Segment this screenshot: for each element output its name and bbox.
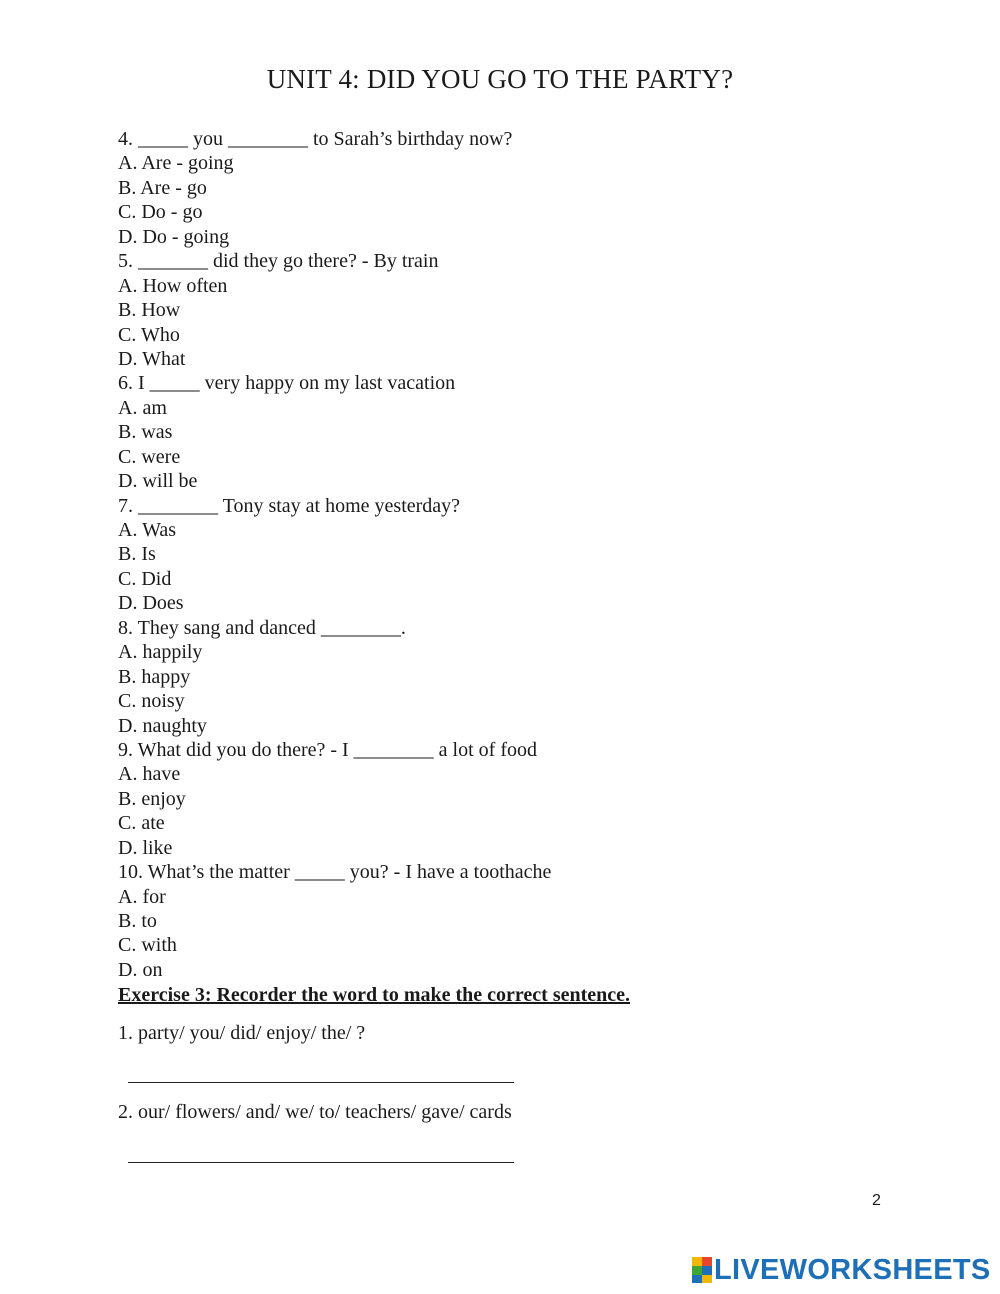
option[interactable]: D. Do - going: [118, 225, 230, 248]
reorder-task: 2. our/ flowers/ and/ we/ to/ teachers/ gave/ cards: [118, 1101, 512, 1123]
question-text: 8. They sang and danced ________.: [118, 616, 406, 639]
question-text: 5. _______ did they go there? - By train: [118, 250, 439, 273]
question-text: 7. ________ Tony stay at home yesterday?: [118, 494, 461, 517]
option[interactable]: B. was: [118, 421, 173, 444]
option[interactable]: D. will be: [118, 470, 198, 493]
option[interactable]: C. Do - go: [118, 201, 203, 224]
question-text: 10. What’s the matter _____ you? - I have a toothache: [118, 861, 552, 884]
option[interactable]: A. Was: [118, 519, 177, 541]
option[interactable]: C. noisy: [118, 690, 185, 713]
answer-line[interactable]: [128, 1162, 514, 1163]
option[interactable]: C. Who: [118, 323, 180, 346]
question-block: [118, 616, 878, 738]
option[interactable]: B. Is: [118, 543, 156, 566]
option[interactable]: A. am: [118, 396, 167, 419]
question-list: [118, 127, 878, 982]
option[interactable]: B. to: [118, 910, 157, 932]
question-text: 6. I _____ very happy on my last vacation: [118, 372, 456, 395]
option[interactable]: A. Are - going: [118, 152, 234, 175]
reorder-task: 1. party/ you/ did/ enjoy/ the/ ?: [118, 1022, 366, 1044]
liveworksheets-logo: [692, 1256, 991, 1284]
option[interactable]: B. happy: [118, 665, 191, 688]
question-block: [118, 249, 878, 371]
option[interactable]: D. like: [118, 836, 173, 859]
option[interactable]: C. with: [118, 934, 177, 957]
page-title: UNIT 4: DID YOU GO TO THE PARTY?: [266, 64, 734, 94]
question-block: [118, 371, 878, 493]
question-text: 4. _____ you ________ to Sarah’s birthday now?: [118, 128, 513, 150]
question-block: [118, 127, 878, 249]
option[interactable]: D. Does: [118, 592, 184, 615]
option[interactable]: A. have: [118, 763, 181, 786]
logo-icon: [692, 1257, 712, 1283]
option[interactable]: A. for: [118, 885, 166, 908]
option[interactable]: A. happily: [118, 641, 203, 664]
option[interactable]: C. were: [118, 445, 181, 468]
exercise-heading: Exercise 3: Recorder the word to make the correct sentence.: [118, 984, 631, 1006]
option[interactable]: D. naughty: [118, 714, 207, 737]
option[interactable]: D. on: [118, 958, 163, 981]
question-block: [118, 494, 878, 616]
option[interactable]: C. Did: [118, 567, 172, 590]
option[interactable]: A. How often: [118, 274, 228, 297]
answer-line[interactable]: [128, 1082, 514, 1083]
option[interactable]: B. Are - go: [118, 176, 207, 199]
option[interactable]: B. enjoy: [118, 787, 186, 810]
option[interactable]: C. ate: [118, 812, 165, 835]
question-block: [118, 860, 878, 982]
question-text: 9. What did you do there? - I ________ a lot of food: [118, 738, 537, 761]
page-number: 2: [872, 1192, 881, 1209]
question-block: [118, 738, 878, 860]
option[interactable]: B. How: [118, 299, 181, 322]
brand-name: LIVEWORKSHEETS: [714, 1254, 991, 1286]
option[interactable]: D. What: [118, 347, 186, 370]
